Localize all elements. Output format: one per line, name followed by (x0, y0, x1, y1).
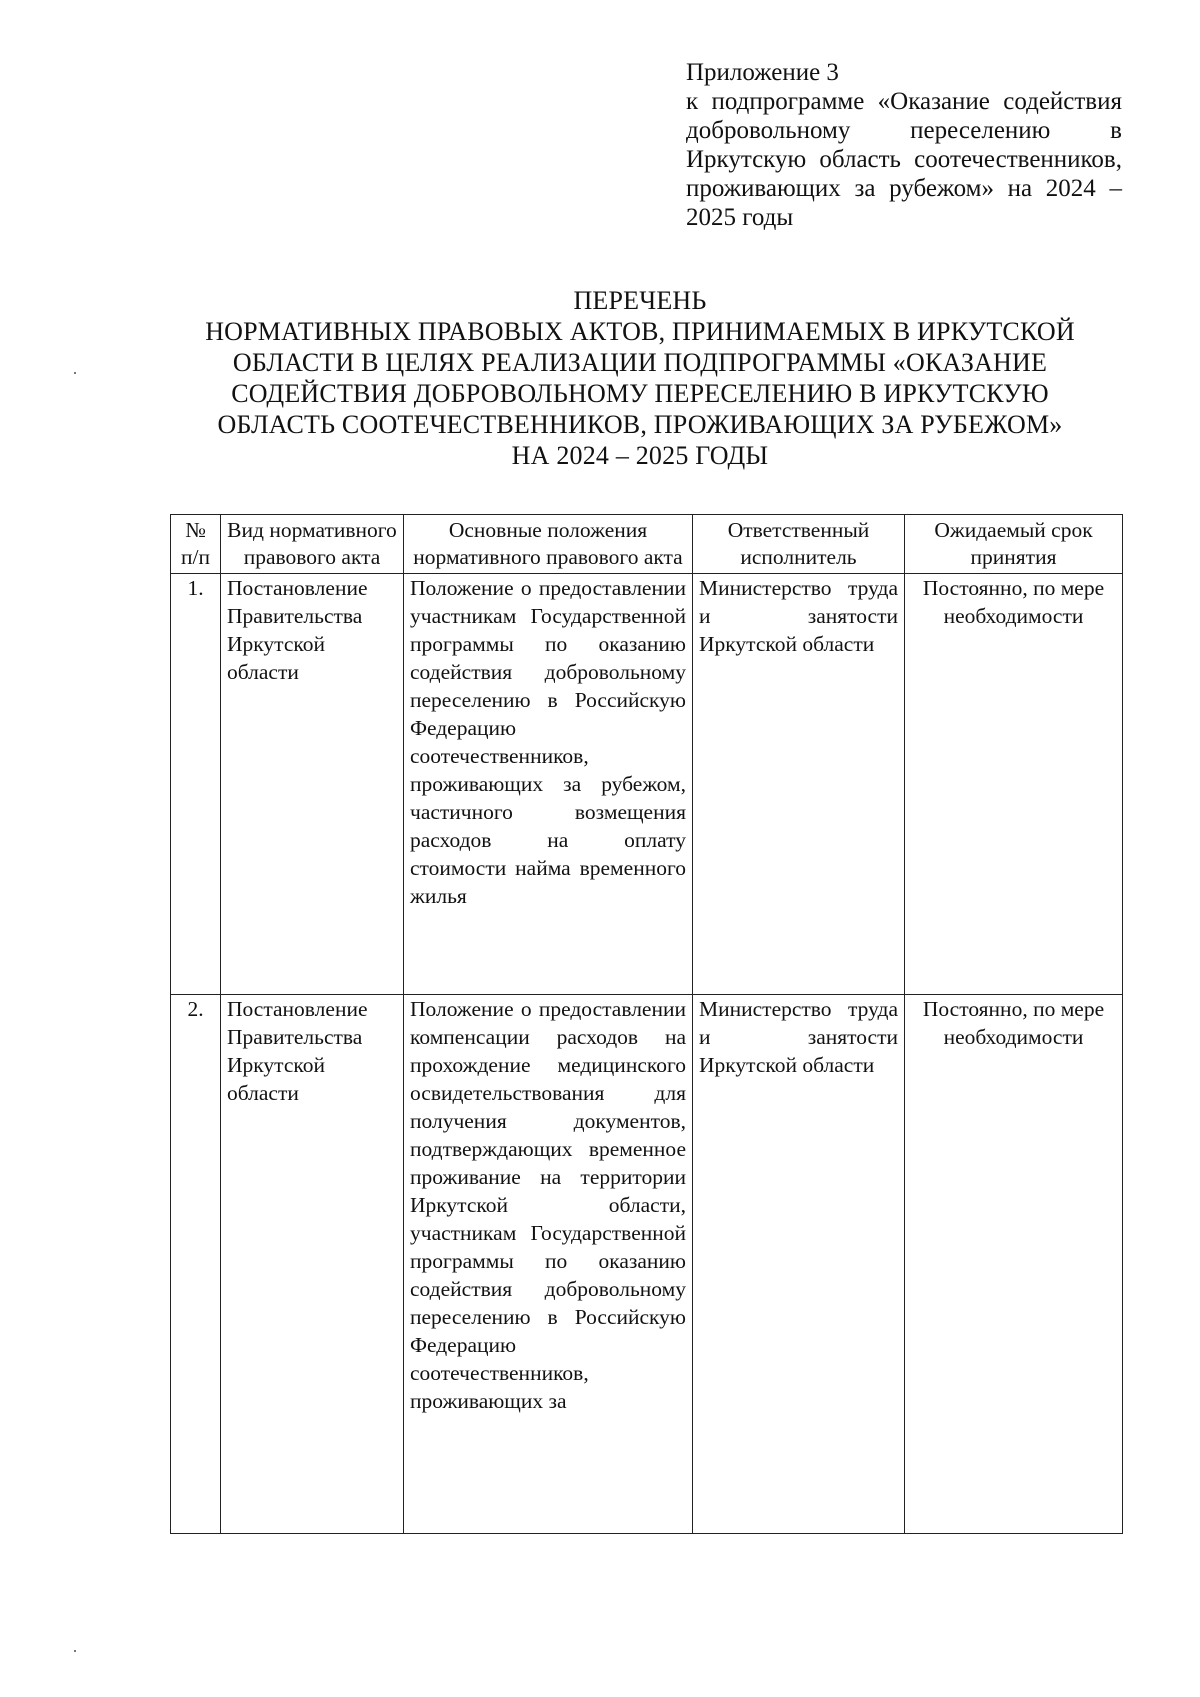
header-number: № п/п (171, 515, 221, 574)
table-header-row (171, 515, 1123, 574)
row-act-type: Постановление Правительства Иркутской области (221, 574, 404, 995)
row-provisions: Положение о предоставлении компенсации расходов на прохождение медицинского освидетельствования для получения документов, подтверждающих временное проживание на территории Иркутской области, участникам Государственной программы по оказанию содействия добровольному переселению в Российскую Федерацию соотечественников, проживающих за (404, 995, 693, 1534)
header-provisions: Основные положения нормативного правового акта (404, 515, 693, 574)
row-act-type: Постановление Правительства Иркутской области (221, 995, 404, 1534)
row-executor: Министерство труда и занятости Иркутской области (693, 574, 905, 995)
header-executor: Ответственный исполнитель (693, 515, 905, 574)
row-executor: Министерство труда и занятости Иркутской области (693, 995, 905, 1534)
scan-speck (74, 372, 76, 374)
row-number: 2. (171, 995, 221, 1534)
row-term: Постоянно, по мере необходимости (905, 574, 1123, 995)
table-row (171, 995, 1123, 1534)
row-provisions: Положение о предоставлении участникам Государственной программы по оказанию содействия добровольному переселению в Российскую Федерацию соотечественников, проживающих за рубежом, частичного возмещения расходов на оплату стоимости найма временного жилья (404, 574, 693, 995)
title-line: НОРМАТИВНЫХ ПРАВОВЫХ АКТОВ, ПРИНИМАЕМЫХ В ИРКУТСКОЙ (205, 317, 1075, 346)
annex-note (686, 58, 1122, 232)
title-line: СОДЕЙСТВИЯ ДОБРОВОЛЬНОМУ ПЕРЕСЕЛЕНИЮ В ИРКУТСКУЮ (231, 379, 1049, 408)
title-line: НА 2024 – 2025 ГОДЫ (511, 441, 769, 470)
table-row (171, 574, 1123, 995)
title-line: ОБЛАСТИ В ЦЕЛЯХ РЕАЛИЗАЦИИ ПОДПРОГРАММЫ «ОКАЗАНИЕ (232, 348, 1048, 377)
document-title (150, 285, 1130, 471)
annex-number: Приложение 3 (686, 59, 839, 86)
annex-reference: к подпрограмме «Оказание содействия добровольному переселению в Иркутскую область соотечественников, проживающих за рубежом» на 2024 – 2025 годы (686, 88, 1122, 231)
title-line: ПЕРЕЧЕНЬ (573, 286, 707, 315)
acts-table (170, 514, 1123, 1534)
header-act-type: Вид нормативного правового акта (221, 515, 404, 574)
title-line: ОБЛАСТЬ СООТЕЧЕСТВЕННИКОВ, ПРОЖИВАЮЩИХ ЗА РУБЕЖОМ» (217, 410, 1063, 439)
scan-speck (74, 1650, 76, 1652)
header-term: Ожидаемый срок принятия (905, 515, 1123, 574)
row-number: 1. (171, 574, 221, 995)
row-term: Постоянно, по мере необходимости (905, 995, 1123, 1534)
